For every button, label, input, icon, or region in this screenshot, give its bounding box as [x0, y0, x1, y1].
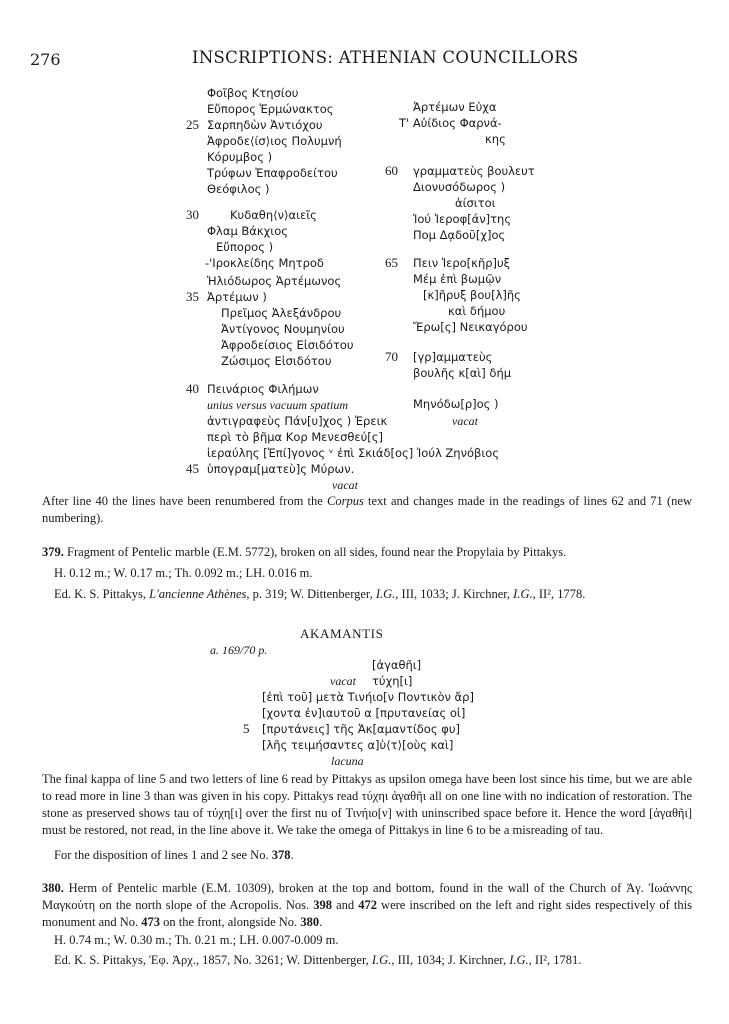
running-title: INSCRIPTIONS: ATHENIAN COUNCILLORS: [192, 48, 579, 67]
inscription-line: Πρεῖμος Ἀλεξάνδρου: [221, 306, 342, 320]
renumbering-note: After line 40 the lines have been renumbered from the Corpus text and changes made in the readings of lines 62 and 71 (new numbering).: [42, 494, 692, 525]
line-number: 40: [186, 381, 199, 396]
line-number: 70: [385, 349, 398, 364]
inscription-line: Πομ Δᾳδοῦ[χ]ος: [413, 228, 506, 242]
inscription-line: Ἡλιόδωρος Ἀρτέμωνος: [207, 274, 342, 288]
inscription-line: Μέμ ἐπὶ βωμῷν: [413, 272, 502, 286]
vacat-note: vacat: [330, 674, 356, 688]
inscription-line: Ἀρτέμων ): [207, 290, 267, 304]
inscription-line: ὑπογραμ[ματεὺ]ς Μύρων.: [207, 462, 355, 476]
inscription-line: Φοῖβος Κτησίου: [207, 86, 299, 100]
entry-379-disposition-note: For the disposition of lines 1 and 2 see No. 378.: [54, 848, 294, 862]
inscription-line: Πειν Ἱερο[κῆρ]υξ: [413, 256, 511, 270]
spatium-note: unius versus vacuum spatium: [207, 398, 348, 412]
vacat-note: vacat: [332, 478, 358, 492]
inscription-line: περὶ τὸ βῆμα Κορ Μενεσθεύ[ς]: [207, 430, 384, 444]
inscription-line: τύχη[ι]: [372, 674, 413, 688]
inscription-line: ἀίσιτοι: [455, 196, 496, 210]
entry-379-measurements: H. 0.12 m.; W. 0.17 m.; Th. 0.092 m.; LH. 0.016 m.: [54, 566, 313, 580]
inscription-line: Ἀντίγονος Νουμηνίου: [221, 322, 345, 336]
inscription-line: Κυδαθη⟨ν⟩αιεῖς: [230, 208, 317, 222]
inscription-line: Τρύφων Ἐπαφροδείτου: [207, 166, 338, 180]
inscription-line: Διονυσόδωρος ): [413, 180, 506, 194]
lacuna-note: lacuna: [331, 754, 364, 768]
inscription-line: -'Ιροκλείδης Μητροδ: [205, 256, 324, 270]
inscription-line: ἀντιγραφεὺς Πάν[υ]χος ) Ἐρεικ: [207, 414, 388, 428]
entry-380-editions: Ed. K. S. Pittakys, Ἐφ. Ἀρχ., 1857, No. 3261; W. Dittenberger, I.G., III, 1034; J. Kirchner, I.G., II², 1781.: [54, 953, 582, 967]
inscription-line: Κόρυμβος ): [207, 150, 273, 164]
inscription-line: Ἰού Ἱεροφ[άν]της: [413, 212, 512, 226]
line-number: 5: [243, 721, 250, 736]
inscription-line: καὶ δήμου: [448, 304, 506, 318]
inscription-line: γραμματεὺς βουλευτ: [413, 164, 535, 178]
inscription-line: κης: [485, 132, 506, 146]
vacat-note: vacat: [452, 414, 478, 428]
inscription-line: Ἀφροδε⟨ίσ⟩ιος Πολυμνή: [207, 134, 342, 148]
inscription-line: Φλαμ Βάκχιος: [207, 224, 288, 238]
line-number: 60: [385, 163, 398, 178]
line-number: 25: [186, 117, 199, 132]
inscription-line: Πεινάριος Φιλήμων: [207, 382, 319, 396]
inscription-line: [γρ]αμματεὺς: [413, 350, 493, 364]
entry-379-description: 379. Fragment of Pentelic marble (E.M. 5772), broken on all sides, found near the Propylaia by Pittakys.: [42, 545, 567, 559]
inscription-line: [λῆς τειμήσαντες α]ὑ⟨τ⟩[οὺς καὶ]: [262, 738, 454, 752]
inscription-line: [χοντα ἐν]ιαυτοῦ α [πρυτανείας οἱ]: [262, 706, 466, 720]
tribe-heading: AKAMANTIS: [300, 626, 384, 641]
inscription-line: Ζώσιμος Εἰσιδότου: [221, 354, 332, 368]
inscription-line: βουλῆς κ[αὶ] δήμ: [413, 366, 512, 380]
inscription-line: [ἐπὶ τοῦ] μετὰ Τινήιο[ν Ποντικὸν ἄρ]: [262, 690, 474, 704]
line-number: 30: [186, 207, 199, 222]
inscription-line: Σαρπηδὼν Ἀντιόχου: [207, 118, 323, 132]
inscription-date: a. 169/70 p.: [210, 643, 268, 657]
inscription-line: Ἔρω[ς] Νεικαγόρου: [413, 320, 528, 334]
line-number: 65: [385, 255, 398, 270]
entry-380-description: 380. Herm of Pentelic marble (E.M. 10309), broken at the top and bottom, found in the wall of the Church of Ἀγ. Ἰωάννης Μαγκούτη on the north slope of the Acropolis. Nos. 398 and 472 were inscribed on the left and right sides respectively of this monument and No. 473 on the front, alongside No. 380.: [42, 881, 692, 929]
entry-379-editions: Ed. K. S. Pittakys, L'ancienne Athènes, p. 319; W. Dittenberger, I.G., III, 1033; J. Kirchner, I.G., II², 1778.: [54, 587, 586, 601]
inscription-line: Εὔπορος Ἑρμώνακτος: [207, 102, 334, 116]
inscription-line: Τ' Αὐίδιος Φαρνά-: [399, 116, 502, 130]
inscription-line: [πρυτάνεις] τῆς Ἀκ[αμαντίδος φυ]: [262, 722, 460, 736]
entry-number: 379.: [42, 545, 64, 559]
inscription-line: ἱεραύλης [Ἐπί]γονος ᵛ ἐπὶ Σκιάδ[ος] Ἰούλ Ζηνόβιος: [207, 446, 500, 460]
entry-379-commentary: The final kappa of line 5 and two letters of line 6 read by Pittakys as upsilon omega have been lost since his time, but we are able to read more in line 3 than was given in his copy. Pittakys read τύχηι ἀγαθῆι all on one line with no indication of restoration. The stone as preserved shows tau of τύχη[ι] over the first nu of Τινήιο[ν] with uninscribed space before it. Hence the word [ἀγαθῆι] must be restored, not read, in the line above it. We take the omega of Pittakys in line 6 to be a misreading of tau.: [42, 772, 692, 837]
line-number: 35: [186, 289, 199, 304]
inscription-line: Ἀφροδείσιος Εἰσιδότου: [221, 338, 354, 352]
line-number: 45: [186, 461, 199, 476]
entry-380-measurements: H. 0.74 m.; W. 0.30 m.; Th. 0.21 m.; LH. 0.007-0.009 m.: [54, 933, 339, 947]
inscription-line: Ἀρτέμων Εὐχα: [413, 100, 497, 114]
inscription-line: Θεόφιλος ): [207, 182, 270, 196]
inscription-line: [κ]ῆρυξ βου[λ]ῆς: [423, 288, 521, 302]
inscription-line: [ἀγαθῆι]: [372, 658, 422, 672]
entry-number: 380.: [42, 881, 64, 895]
inscription-line: Μηνόδω[ρ]ος ): [413, 397, 499, 411]
page-number: 276: [30, 50, 61, 69]
inscription-line: Εὔπορος ): [216, 240, 274, 254]
